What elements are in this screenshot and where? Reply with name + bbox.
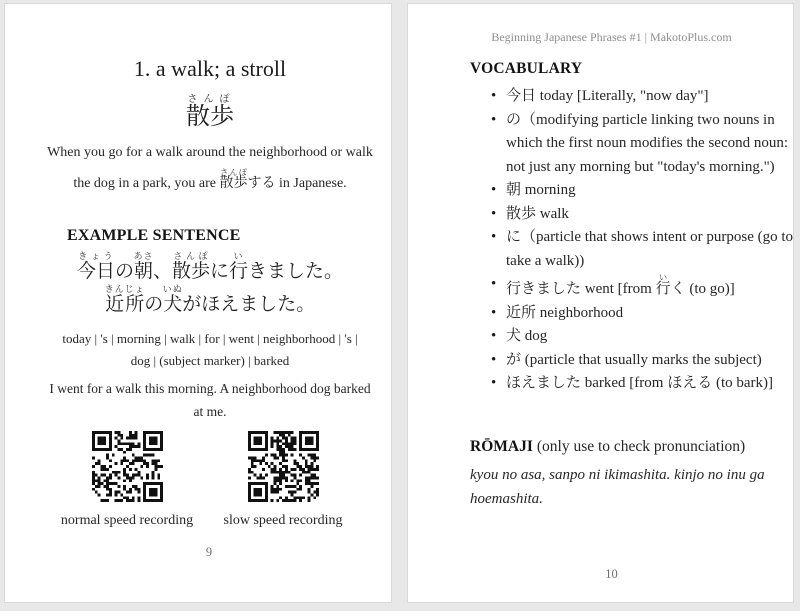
vocab-item-line: not just any morning but "today's morning.") — [506, 158, 775, 175]
page-number-left: 9 — [205, 545, 213, 559]
vocab-item — [470, 109, 789, 180]
example-sentence-heading: EXAMPLE SENTENCE — [67, 227, 241, 244]
vocab-item-line: take a walk)) — [506, 252, 585, 269]
running-header: Beginning Japanese Phrases #1 | MakotoPlus.com — [491, 30, 732, 44]
vocab-item-line: • に（particle that shows intent or purpose (go to — [506, 229, 794, 245]
qr-code-normal-speed-icon — [92, 431, 163, 502]
intro-line: the dog in a park, you are 散歩さんぽする in Japanese. — [73, 168, 347, 191]
romaji-text-line: hoemashita. — [470, 491, 543, 507]
vocab-item — [470, 349, 781, 373]
vocab-item — [470, 226, 794, 273]
english-translation-line: I went for a walk this morning. A neighborhood dog barked — [49, 381, 371, 396]
vocab-item — [470, 273, 781, 302]
example-japanese-line: 近所きんじょの犬いぬがほえました。 — [104, 284, 316, 315]
vocab-item-line: • 犬 dog — [506, 328, 548, 344]
english-translation-line: at me. — [193, 404, 227, 419]
page-right — [407, 3, 794, 603]
example-japanese-line: 今日きょうの朝あさ、散歩さんぽに行いきました。 — [76, 251, 344, 282]
literal-gloss — [29, 328, 391, 372]
vocab-item-line: • ほえました barked [from ほえる (to bark)] — [506, 375, 774, 391]
literal-gloss-line: today | 's | morning | walk | for | went | neighborhood | 's | — [62, 331, 358, 346]
vocab-item-line: which the first noun modifies the second noun: — [506, 135, 789, 151]
romaji-label: RŌMAJI — [470, 438, 533, 455]
qr-label-slow-speed: slow speed recording — [223, 513, 343, 528]
romaji-text-line: kyou no asa, sanpo ni ikimashita. kinjo no inu ga — [470, 467, 765, 483]
romaji-heading — [470, 435, 745, 458]
qr-figure-slow-speed — [208, 431, 358, 529]
vocab-item — [470, 85, 781, 109]
romaji-note: (only use to check pronunciation) — [536, 438, 746, 455]
qr-label-normal-speed: normal speed recording — [60, 513, 194, 528]
page-number-right: 10 — [605, 567, 618, 581]
intro-line: When you go for a walk around the neighborhood or walk — [47, 145, 373, 160]
vocab-item — [470, 302, 781, 326]
qr-figure-normal-speed — [52, 431, 202, 529]
vocab-item — [470, 325, 781, 349]
literal-gloss-line: dog | (subject marker) | barked — [130, 353, 290, 368]
vocab-item-line: • 今日 today [Literally, "now day"] — [506, 88, 709, 104]
vocab-item — [470, 179, 781, 203]
vocabulary-heading: VOCABULARY — [470, 60, 583, 77]
vocab-item-line: • 行きました went [from 行いく (to go)] — [506, 273, 735, 297]
example-japanese — [29, 251, 391, 317]
vocab-item — [470, 203, 781, 227]
chapter-title: 1. a walk; a stroll — [133, 56, 287, 81]
vocab-item — [470, 372, 781, 396]
qr-code-slow-speed-icon — [248, 431, 319, 502]
vocab-item-line: • 朝 morning — [506, 182, 576, 198]
intro-paragraph — [29, 138, 391, 198]
vocab-item-line: • が (particle that usually marks the subject) — [506, 351, 762, 368]
headword-kanji: 散歩さんぽ — [186, 94, 234, 130]
vocab-list — [470, 85, 794, 396]
vocab-item-line: • 散歩 walk — [506, 205, 569, 222]
vocab-item-line: • 近所 neighborhood — [506, 304, 624, 321]
page-left — [4, 3, 392, 603]
english-translation — [29, 377, 391, 423]
romaji-text — [470, 463, 773, 511]
vocab-item-line: • の（modifying particle linking two nouns in — [506, 111, 775, 128]
